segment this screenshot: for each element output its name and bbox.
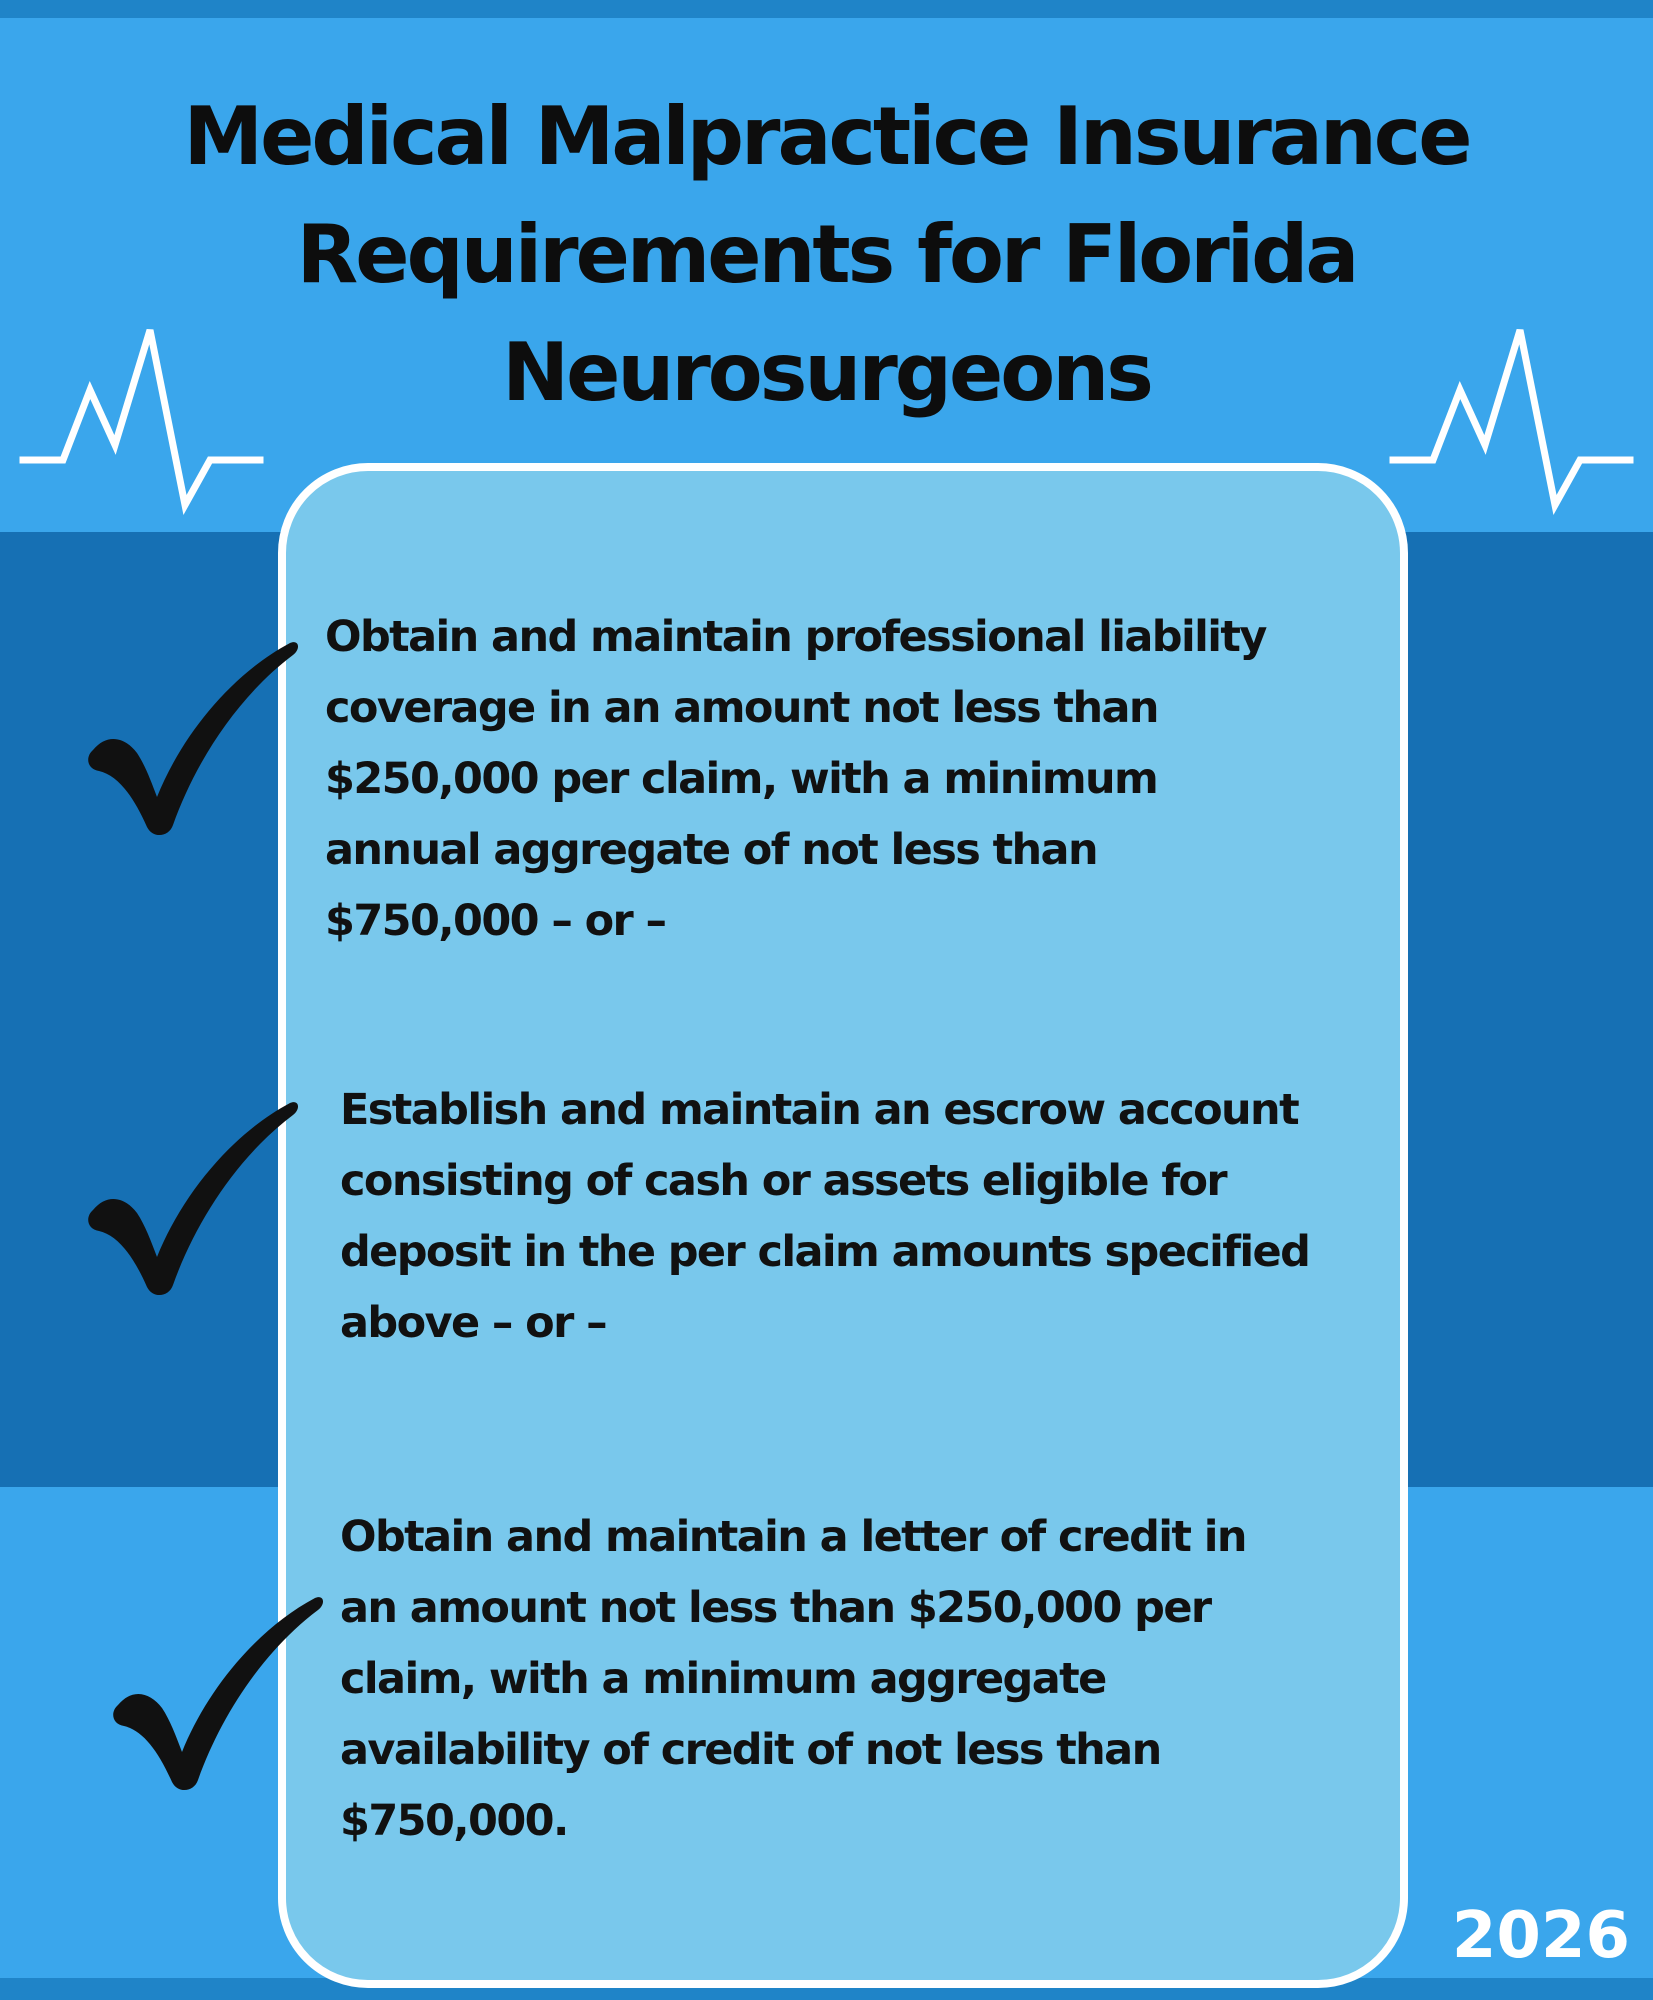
checkmark-icon — [110, 1580, 340, 1810]
requirement-line: coverage in an amount not less than — [325, 683, 1158, 733]
heartbeat-pulse-icon — [1385, 325, 1635, 525]
requirement-line: $750,000. — [340, 1796, 568, 1846]
requirement-line: deposit in the per claim amounts specified — [340, 1227, 1310, 1277]
requirement-line: an amount not less than $250,000 per — [340, 1583, 1211, 1633]
requirement-line: annual aggregate of not less than — [325, 825, 1097, 875]
requirement-line: Obtain and maintain a letter of credit in — [340, 1512, 1246, 1562]
requirement-line: availability of credit of not less than — [340, 1725, 1161, 1775]
title-line-1: Medical Malpractice Insurance — [183, 90, 1470, 183]
requirement-professional-liability — [325, 602, 1266, 957]
checkmark-icon — [85, 625, 315, 855]
requirement-line: claim, with a minimum aggregate — [340, 1654, 1106, 1704]
requirement-line: $750,000 – or – — [325, 896, 666, 946]
requirement-line: consisting of cash or assets eligible for — [340, 1156, 1227, 1206]
year-label: 2026 — [1451, 1899, 1630, 1973]
requirement-line: Establish and maintain an escrow account — [340, 1085, 1299, 1135]
requirement-escrow-account — [340, 1075, 1309, 1359]
requirement-line: $250,000 per claim, with a minimum — [325, 754, 1158, 804]
page-title — [130, 78, 1523, 432]
title-line-2: Requirements for Florida — [296, 208, 1357, 301]
requirement-letter-of-credit — [340, 1502, 1246, 1857]
heartbeat-pulse-icon — [15, 325, 265, 525]
checkmark-icon — [85, 1085, 315, 1315]
top-edge-band — [0, 0, 1653, 18]
requirement-line: above – or – — [340, 1298, 606, 1348]
title-line-3: Neurosurgeons — [502, 326, 1151, 419]
requirement-line: Obtain and maintain professional liability — [325, 612, 1266, 662]
